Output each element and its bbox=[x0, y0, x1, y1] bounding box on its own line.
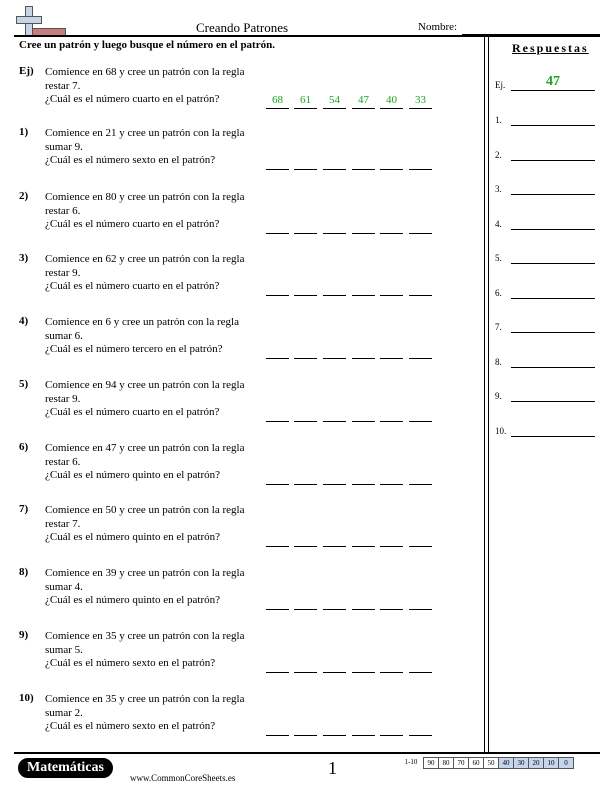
pattern-blank[interactable] bbox=[323, 406, 346, 422]
pattern-blank[interactable] bbox=[380, 218, 403, 234]
score-cell: 60 bbox=[468, 757, 484, 769]
answer-label: 9. bbox=[495, 391, 502, 401]
pattern-blank[interactable] bbox=[380, 720, 403, 736]
answer-label: 10. bbox=[495, 426, 507, 436]
pattern-blank[interactable] bbox=[352, 720, 375, 736]
pattern-blank[interactable] bbox=[266, 406, 289, 422]
example-answer bbox=[495, 73, 595, 91]
problem-number: 6) bbox=[19, 441, 29, 453]
answer-label: 3. bbox=[495, 184, 502, 194]
answer-slot bbox=[495, 212, 595, 230]
answer-slot bbox=[495, 108, 595, 126]
pattern-blank[interactable] bbox=[294, 469, 317, 485]
pattern-blank[interactable] bbox=[323, 657, 346, 673]
pattern-blank[interactable] bbox=[323, 343, 346, 359]
problem-number: Ej) bbox=[19, 65, 34, 77]
score-cell: 30 bbox=[513, 757, 529, 769]
pattern-blank[interactable] bbox=[352, 531, 375, 547]
pattern-blank[interactable] bbox=[352, 594, 375, 610]
pattern-blank[interactable] bbox=[266, 154, 289, 170]
pattern-blank[interactable] bbox=[409, 218, 432, 234]
pattern-blank[interactable] bbox=[266, 280, 289, 296]
pattern-blank[interactable] bbox=[380, 280, 403, 296]
pattern-blank[interactable] bbox=[323, 594, 346, 610]
problem-question: ¿Cuál es el número cuarto en el patrón? bbox=[45, 406, 220, 418]
answer-slot bbox=[495, 143, 595, 161]
score-cell: 90 bbox=[423, 757, 439, 769]
pattern-blank[interactable] bbox=[294, 406, 317, 422]
answer-line[interactable] bbox=[511, 332, 595, 333]
pattern-blanks bbox=[266, 154, 436, 170]
pattern-blank[interactable] bbox=[294, 343, 317, 359]
problem bbox=[19, 252, 479, 310]
problem bbox=[19, 126, 479, 184]
pattern-blank[interactable] bbox=[323, 531, 346, 547]
pattern-blank[interactable] bbox=[294, 280, 317, 296]
answer-label: 4. bbox=[495, 219, 502, 229]
pattern-blanks bbox=[266, 657, 436, 673]
logo bbox=[14, 6, 54, 36]
pattern-blank[interactable] bbox=[380, 469, 403, 485]
problem bbox=[19, 441, 479, 499]
pattern-blank[interactable] bbox=[323, 218, 346, 234]
answer-label: 2. bbox=[495, 150, 502, 160]
pattern-blank[interactable] bbox=[294, 657, 317, 673]
pattern-blank[interactable] bbox=[380, 406, 403, 422]
problem bbox=[19, 566, 479, 624]
score-cell: 10 bbox=[543, 757, 559, 769]
problem-number: 10) bbox=[19, 692, 34, 704]
pattern-blank[interactable] bbox=[352, 469, 375, 485]
problem-question: ¿Cuál es el número sexto en el patrón? bbox=[45, 720, 216, 732]
problem-question: ¿Cuál es el número quinto en el patrón? bbox=[45, 531, 221, 543]
answer-line[interactable] bbox=[511, 263, 595, 264]
problem-question: ¿Cuál es el número tercero en el patrón? bbox=[45, 343, 223, 355]
score-cell: 80 bbox=[438, 757, 454, 769]
answer-slot bbox=[495, 384, 595, 402]
example-pattern-value: 40 bbox=[380, 93, 403, 109]
answer-label: 5. bbox=[495, 253, 502, 263]
answer-slot bbox=[495, 350, 595, 368]
bottom-rule bbox=[14, 752, 600, 754]
example-answer-line bbox=[511, 74, 595, 91]
pattern-blank[interactable] bbox=[294, 720, 317, 736]
score-cell: 70 bbox=[453, 757, 469, 769]
pattern-blank[interactable] bbox=[352, 218, 375, 234]
pattern-blank[interactable] bbox=[352, 280, 375, 296]
pattern-blank[interactable] bbox=[266, 594, 289, 610]
pattern-blank[interactable] bbox=[409, 154, 432, 170]
instructions: Cree un patrón y luego busque el número en el patrón. bbox=[19, 39, 275, 51]
pattern-blanks bbox=[266, 93, 436, 109]
page-number: 1 bbox=[328, 758, 337, 778]
score-range-label: 1-10 bbox=[404, 758, 418, 766]
problem-question: ¿Cuál es el número cuarto en el patrón? bbox=[45, 218, 220, 230]
pattern-blanks bbox=[266, 469, 436, 485]
problem-text: Comience en 47 y cree un patrón con la regla restar 6. bbox=[45, 442, 245, 468]
problem-number: 2) bbox=[19, 190, 29, 202]
answer-slot bbox=[495, 315, 595, 333]
name-label: Nombre: bbox=[418, 21, 458, 33]
problem bbox=[19, 692, 479, 750]
pattern-blank[interactable] bbox=[294, 218, 317, 234]
pattern-blanks bbox=[266, 280, 436, 296]
pattern-blank[interactable] bbox=[323, 469, 346, 485]
score-cell: 0 bbox=[558, 757, 574, 769]
pattern-blank[interactable] bbox=[266, 720, 289, 736]
problem-text: Comience en 39 y cree un patrón con la regla sumar 4. bbox=[45, 567, 245, 593]
pattern-blank[interactable] bbox=[266, 343, 289, 359]
problem-text: Comience en 6 y cree un patrón con la regla sumar 6. bbox=[45, 316, 239, 342]
answer-line[interactable] bbox=[511, 194, 595, 195]
pattern-blank[interactable] bbox=[294, 531, 317, 547]
problem-text: Comience en 35 y cree un patrón con la regla sumar 2. bbox=[45, 693, 245, 719]
problem-number: 3) bbox=[19, 252, 29, 264]
answer-line[interactable] bbox=[511, 401, 595, 402]
problem-question: ¿Cuál es el número sexto en el patrón? bbox=[45, 154, 216, 166]
pattern-blank[interactable] bbox=[323, 720, 346, 736]
problem-text: Comience en 21 y cree un patrón con la regla sumar 9. bbox=[45, 127, 245, 153]
problem-text: Comience en 35 y cree un patrón con la regla sumar 5. bbox=[45, 630, 245, 656]
answer-slot bbox=[495, 246, 595, 264]
score-cell: 40 bbox=[498, 757, 514, 769]
problem-question: ¿Cuál es el número quinto en el patrón? bbox=[45, 469, 221, 481]
answer-label: Ej. bbox=[495, 80, 506, 90]
answer-line[interactable] bbox=[511, 229, 595, 230]
pattern-blank[interactable] bbox=[323, 154, 346, 170]
pattern-blank[interactable] bbox=[409, 343, 432, 359]
answer-label: 7. bbox=[495, 322, 502, 332]
problem-text: Comience en 94 y cree un patrón con la regla restar 9. bbox=[45, 379, 245, 405]
pattern-blank[interactable] bbox=[352, 154, 375, 170]
pattern-blank[interactable] bbox=[294, 154, 317, 170]
problem bbox=[19, 315, 479, 373]
problem-number: 7) bbox=[19, 503, 29, 515]
example-pattern-value: 61 bbox=[294, 93, 317, 109]
pattern-blank[interactable] bbox=[380, 343, 403, 359]
pattern-blank[interactable] bbox=[352, 406, 375, 422]
answer-label: 6. bbox=[495, 288, 502, 298]
pattern-blank[interactable] bbox=[409, 720, 432, 736]
answer-slot bbox=[495, 419, 595, 437]
pattern-blank[interactable] bbox=[266, 531, 289, 547]
answer-line[interactable] bbox=[511, 436, 595, 437]
problem bbox=[19, 190, 479, 248]
pattern-blank[interactable] bbox=[380, 154, 403, 170]
logo-plus-horizontal bbox=[16, 16, 42, 24]
answer-column-divider bbox=[484, 36, 489, 752]
pattern-blank[interactable] bbox=[266, 657, 289, 673]
pattern-blank[interactable] bbox=[380, 657, 403, 673]
example-answer-value: 47 bbox=[546, 74, 560, 89]
problem-number: 5) bbox=[19, 378, 29, 390]
example-pattern-value: 54 bbox=[323, 93, 346, 109]
answer-label: 8. bbox=[495, 357, 502, 367]
problem-number: 1) bbox=[19, 126, 29, 138]
pattern-blanks bbox=[266, 720, 436, 736]
score-table bbox=[398, 757, 574, 769]
pattern-blank[interactable] bbox=[266, 469, 289, 485]
problem-question: ¿Cuál es el número cuarto en el patrón? bbox=[45, 93, 220, 105]
problem-text: Comience en 50 y cree un patrón con la regla restar 7. bbox=[45, 504, 245, 530]
problem-text: Comience en 80 y cree un patrón con la regla restar 6. bbox=[45, 191, 245, 217]
pattern-blank[interactable] bbox=[352, 657, 375, 673]
problem bbox=[19, 503, 479, 561]
pattern-blank[interactable] bbox=[409, 406, 432, 422]
problem-number: 4) bbox=[19, 315, 29, 327]
answers-heading: Respuestas bbox=[512, 41, 589, 55]
problem-text: Comience en 68 y cree un patrón con la regla restar 7. bbox=[45, 66, 245, 92]
pattern-blank[interactable] bbox=[380, 594, 403, 610]
top-rule bbox=[14, 35, 600, 37]
score-cell: 20 bbox=[528, 757, 544, 769]
pattern-blanks bbox=[266, 343, 436, 359]
pattern-blanks bbox=[266, 218, 436, 234]
answer-slot bbox=[495, 177, 595, 195]
pattern-blanks bbox=[266, 594, 436, 610]
pattern-blanks bbox=[266, 531, 436, 547]
score-cell: 50 bbox=[483, 757, 499, 769]
problem-number: 9) bbox=[19, 629, 29, 641]
answer-label: 1. bbox=[495, 115, 502, 125]
footer-url: www.CommonCoreSheets.es bbox=[130, 773, 236, 783]
problem bbox=[19, 378, 479, 436]
pattern-blank[interactable] bbox=[409, 531, 432, 547]
problem bbox=[19, 629, 479, 687]
answer-slot bbox=[495, 281, 595, 299]
problem-question: ¿Cuál es el número quinto en el patrón? bbox=[45, 594, 221, 606]
answer-line[interactable] bbox=[511, 367, 595, 368]
problem-question: ¿Cuál es el número sexto en el patrón? bbox=[45, 657, 216, 669]
pattern-blank[interactable] bbox=[266, 218, 289, 234]
answer-line[interactable] bbox=[511, 298, 595, 299]
pattern-blank[interactable] bbox=[352, 343, 375, 359]
pattern-blank[interactable] bbox=[409, 469, 432, 485]
answer-line[interactable] bbox=[511, 160, 595, 161]
example-pattern-value: 68 bbox=[266, 93, 289, 109]
pattern-blank[interactable] bbox=[380, 531, 403, 547]
problem-number: 8) bbox=[19, 566, 29, 578]
answer-line[interactable] bbox=[511, 125, 595, 126]
pattern-blank[interactable] bbox=[294, 594, 317, 610]
example-problem bbox=[19, 65, 479, 123]
pattern-blank[interactable] bbox=[409, 280, 432, 296]
subject-badge: Matemáticas bbox=[18, 758, 113, 778]
pattern-blank[interactable] bbox=[323, 280, 346, 296]
example-pattern-value: 33 bbox=[409, 93, 432, 109]
problem-question: ¿Cuál es el número cuarto en el patrón? bbox=[45, 280, 220, 292]
pattern-blank[interactable] bbox=[409, 657, 432, 673]
pattern-blanks bbox=[266, 406, 436, 422]
problem-text: Comience en 62 y cree un patrón con la regla restar 9. bbox=[45, 253, 245, 279]
page-title: Creando Patrones bbox=[196, 20, 289, 35]
pattern-blank[interactable] bbox=[409, 594, 432, 610]
example-pattern-value: 47 bbox=[352, 93, 375, 109]
